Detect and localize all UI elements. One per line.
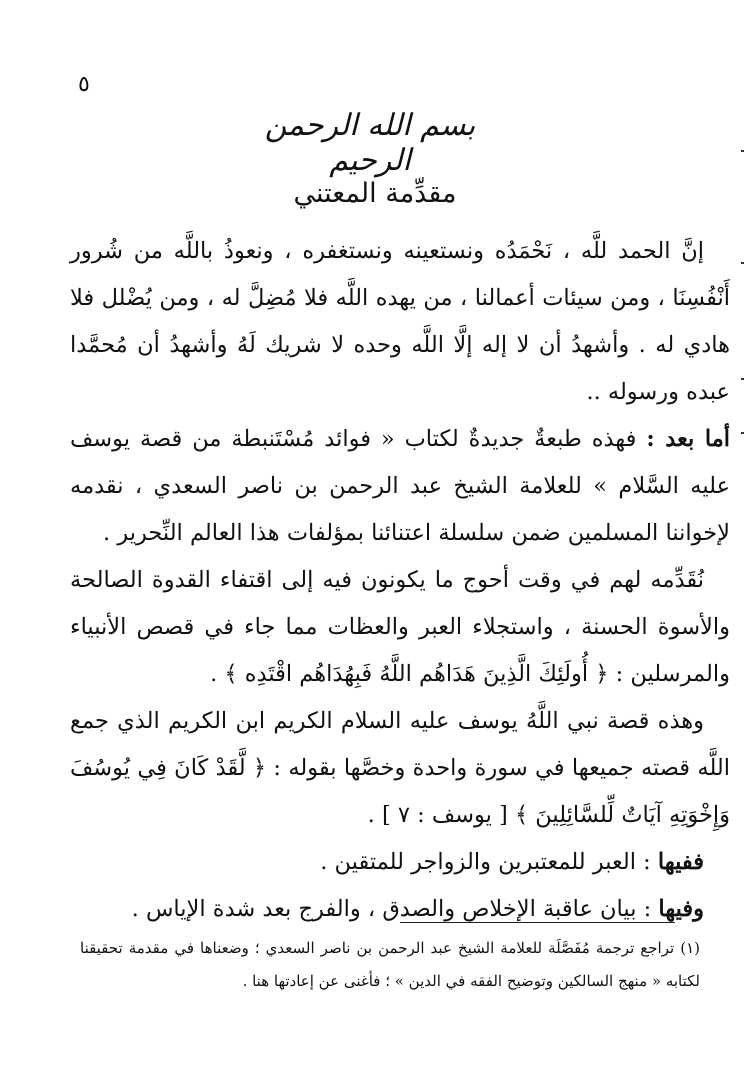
- margin-mark: [741, 432, 744, 434]
- paragraph-purpose: [70, 557, 730, 698]
- page-number: ٥: [78, 72, 90, 97]
- paragraph-story-yusuf: [70, 698, 730, 839]
- margin-mark: [741, 262, 744, 264]
- paragraph-text: : بيان عاقبة الإخلاص والصدق ، والفرج بعد شدة الإياس .: [131, 896, 652, 922]
- margin-mark: [741, 150, 744, 152]
- paragraph-opening: [70, 228, 730, 416]
- paragraph-text: : العبر للمعتبرين والزواجر للمتقين .: [320, 849, 651, 875]
- paragraph-text: نُقَدِّمه لهم في وقت أحوج ما يكونون فيه إلى اقتفاء القدوة الصالحة والأسوة الحسنة ، واستجلاء العبر والعظات مما جاء في قصص الأنبياء والمرسلين : ﴿ أُولَئِكَ الَّذِينَ هَدَاهُم اللَّهُ فَبِهُدَاهُم اقْتَدِه ﴾ .: [70, 567, 730, 687]
- footnote: (١) تراجع ترجمة مُفَصَّلَة للعلامة الشيخ عبد الرحمن بن ناصر السعدي ؛ وضعناها في مقدمة تحقيقنا لكتابه « منهج السالكين وتوضيح الفقه في الدين » ؛ فأغنى عن إعادتها هنا .: [80, 939, 700, 990]
- paragraph-lessons-1: [70, 839, 730, 886]
- paragraph-lessons-2: [70, 886, 730, 933]
- paragraph-text: إنَّ الحمد للَّه ، نَحْمَدُه ونستعينه ونستغفره ، ونعوذُ باللَّه من شُرور أَنْفُسِنَا ، ومن سيئات أعمالنا ، من يهده اللَّه فلا مُضِلَّ له ، ومن يُضْلل فلا هادي له . وأشهدُ أن لا إله إلَّا اللَّه وحده لا شريك لَهُ وأشهدُ أن مُحمَّدا عبده ورسوله ..: [70, 238, 730, 405]
- paragraph-amma-baad: [70, 416, 730, 557]
- paragraph-lead: وفيها: [658, 896, 704, 922]
- margin-mark: [741, 378, 744, 380]
- paragraph-lead: أما بعد :: [646, 426, 730, 452]
- page-title: مقدِّمة المعتني: [293, 178, 457, 209]
- body-text: [70, 228, 730, 933]
- basmala-calligraphy: بسم الله الرحمن الرحيم: [264, 108, 476, 178]
- footnote-divider: [400, 922, 675, 923]
- paragraph-lead: ففيها: [657, 849, 704, 875]
- paragraph-text: فهذه طبعةٌ جديدةٌ لكتاب « فوائد مُسْتَنبطة من قصة يوسف عليه السَّلام » للعلامة الشيخ عبد الرحمن بن ناصر السعدي ، نقدمه لإخواننا المسلمين ضمن سلسلة اعتنائنا بمؤلفات هذا العالم النِّحرير .: [70, 426, 730, 546]
- paragraph-text: وهذه قصة نبي اللَّهُ يوسف عليه السلام الكريم ابن الكريم الذي جمع اللَّه قصته جميعها في سورة واحدة وخصَّها بقوله : ﴿ لَّقَدْ كَانَ فِي يُوسُفَ وَإِخْوَتِهِ آيَاتٌ لِّلسَّائِلِينَ ﴾ [ يوسف : ٧ ] .: [70, 708, 730, 828]
